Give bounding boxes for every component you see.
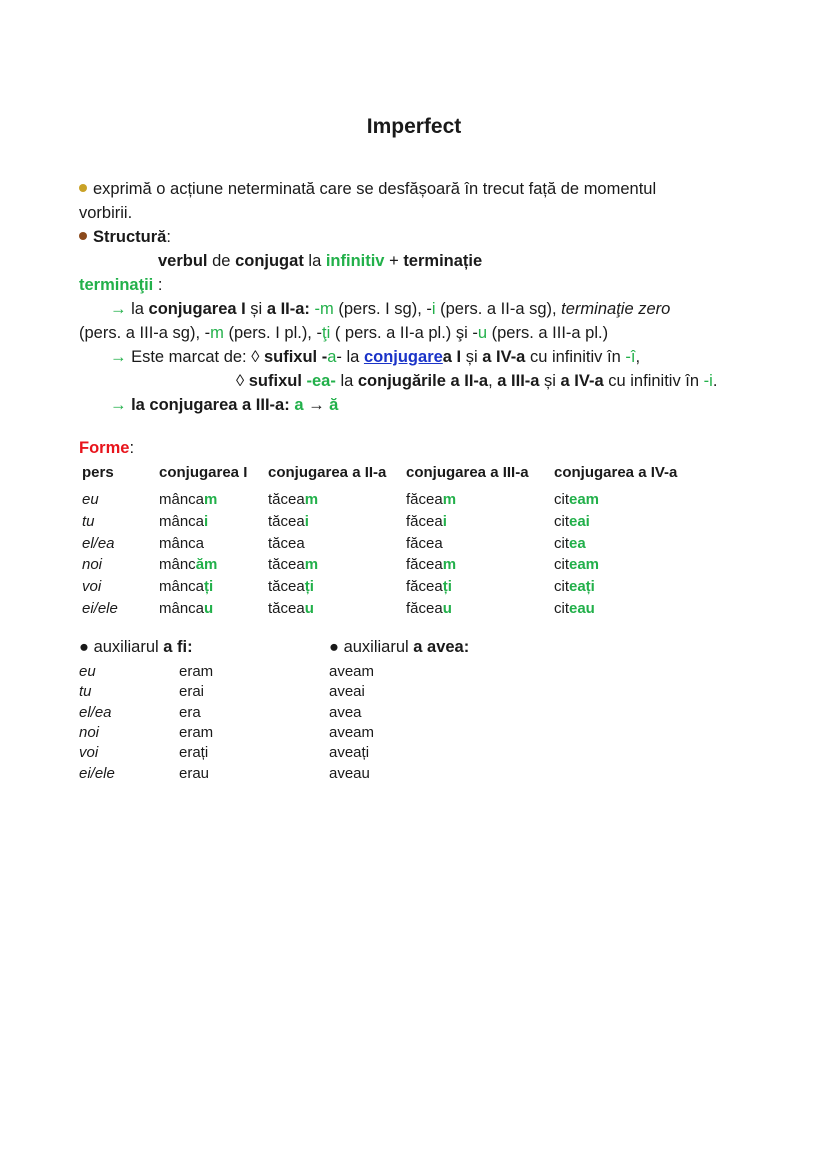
stem: tăcea <box>268 491 305 508</box>
bullet-icon: ● <box>79 638 94 656</box>
aux-avea-heading <box>329 638 469 657</box>
stem: mânc <box>159 556 196 574</box>
pers-cell: ei/ele <box>82 600 118 617</box>
form-cell <box>268 556 318 573</box>
form-cell <box>554 513 590 530</box>
form-cell <box>268 600 314 617</box>
text: la <box>335 372 358 390</box>
ending: ți <box>442 578 452 596</box>
stem: făcea <box>406 491 443 508</box>
text: cu infinitiv în <box>525 348 626 366</box>
intro-text: exprimă o acțiune neterminată care se desfășoară în trecut față de momentul <box>93 180 657 198</box>
fi-cell: erau <box>179 764 210 782</box>
stem: tăcea <box>268 556 305 574</box>
text: și <box>539 372 561 390</box>
ending: eam <box>569 556 600 574</box>
stem: cit <box>554 491 569 508</box>
form-cell <box>159 578 213 595</box>
form-cell <box>406 556 456 573</box>
form-cell <box>159 491 217 508</box>
pers-cell: ei/ele <box>79 764 115 782</box>
stem: tăcea <box>268 600 305 617</box>
rule-1-line-1 <box>110 300 670 319</box>
bullet-icon: ● <box>329 638 344 656</box>
ending: i <box>442 512 447 530</box>
rule-1-line-2 <box>79 324 608 343</box>
form-cell <box>406 513 447 530</box>
colon: : <box>166 228 171 246</box>
conjugare-link[interactable]: conjugare <box>363 348 443 366</box>
text: cu infinitiv în <box>603 372 704 390</box>
ending: eau <box>569 600 595 617</box>
text: a I <box>442 348 462 366</box>
text: ă <box>329 396 339 414</box>
stem: tăcea <box>268 578 305 596</box>
text: (pers. a II-a sg), <box>435 300 562 318</box>
formula-text: la <box>303 252 326 270</box>
text: a II-a: <box>266 300 310 318</box>
form-cell <box>268 578 314 595</box>
text: sufixul - <box>263 348 328 366</box>
text: conjugările a II-a <box>357 372 489 390</box>
arrow-right-icon: → <box>110 300 127 318</box>
text: și <box>245 300 267 318</box>
arrow-right-icon: → <box>110 396 127 414</box>
avea-cell: avea <box>329 703 362 721</box>
intro-line-1 <box>79 180 656 199</box>
text: (pers. I sg), - <box>333 300 432 318</box>
form-cell <box>406 491 456 508</box>
text: - la <box>336 348 364 366</box>
pers-cell: el/ea <box>82 534 115 552</box>
form-cell <box>268 513 309 530</box>
pers-cell: eu <box>82 491 99 508</box>
text: (pers. a III-a pl.) <box>487 324 609 342</box>
forms-label: Forme <box>79 439 130 457</box>
text: auxiliarul <box>93 638 164 656</box>
intro-line-2: vorbirii. <box>79 204 133 222</box>
pers-cell: voi <box>82 578 102 596</box>
text: a IV-a <box>560 372 604 390</box>
ending: i <box>304 512 309 530</box>
ending: ți <box>204 578 214 596</box>
fi-cell: erai <box>179 683 205 701</box>
rule-2-line-2 <box>236 372 717 391</box>
text: la <box>126 300 149 318</box>
stem: făcea <box>406 512 443 530</box>
formula-terminatie: terminație <box>403 252 483 270</box>
text: la conjugarea a III-a: <box>126 396 295 414</box>
structure-label: Structură <box>93 228 167 246</box>
ending: ți <box>304 578 314 596</box>
formula-plus: + <box>384 252 404 270</box>
form-cell <box>554 600 595 617</box>
avea-cell: aveam <box>329 723 375 741</box>
stem: mânca <box>159 600 205 617</box>
ending: u <box>477 324 488 342</box>
text: a avea: <box>413 638 470 656</box>
suffix: a <box>327 348 337 366</box>
text: a <box>294 396 304 414</box>
text: a III-a <box>497 372 540 390</box>
avea-cell: aveai <box>329 683 365 701</box>
header-conj-1: conjugarea I <box>159 464 248 481</box>
form-cell <box>554 491 599 508</box>
bullet-icon <box>79 232 87 240</box>
text: sufixul <box>248 372 307 390</box>
text: și <box>461 348 483 366</box>
page-title: Imperfect <box>366 115 462 138</box>
header-conj-4: conjugarea a IV-a <box>554 464 678 481</box>
text: a fi: <box>163 638 193 656</box>
form-cell <box>159 513 208 530</box>
formula-infinitiv: infinitiv <box>325 252 385 270</box>
text: (pers. a III-a sg), - <box>79 324 211 342</box>
text: a IV-a <box>482 348 526 366</box>
ending: m <box>304 491 319 508</box>
form-cell <box>159 535 204 552</box>
stem: făcea <box>406 578 443 596</box>
aux-fi-heading <box>79 638 193 657</box>
fi-cell: eram <box>179 723 214 741</box>
ending: m <box>204 491 218 508</box>
pers-cell: el/ea <box>79 703 112 721</box>
form-cell <box>406 535 443 552</box>
stem: făcea <box>406 534 443 552</box>
pers-cell: voi <box>79 744 99 762</box>
ending: i <box>431 300 436 318</box>
form-cell <box>406 578 452 595</box>
stem: tăcea <box>268 534 305 552</box>
stem: cit <box>554 556 569 574</box>
ending: eam <box>569 491 600 508</box>
form-cell <box>159 600 213 617</box>
stem: mânca <box>159 534 205 552</box>
colon: : <box>153 276 163 294</box>
arrow-right-icon: → <box>110 348 127 366</box>
ending: m <box>304 556 319 574</box>
stem: tăcea <box>268 512 305 530</box>
stem: făcea <box>406 556 443 574</box>
ending: m <box>210 324 224 342</box>
text: conjugarea I <box>148 300 246 318</box>
avea-cell: aveați <box>329 744 370 762</box>
formula-conjugat: conjugat <box>235 252 304 270</box>
avea-cell: aveam <box>329 663 375 680</box>
form-cell <box>554 556 599 573</box>
suffix: -i <box>703 372 713 390</box>
text: terminaţie zero <box>561 300 671 318</box>
ending: m <box>442 491 457 508</box>
formula-verb: verbul <box>158 252 208 270</box>
structure-formula <box>158 252 482 271</box>
bullet-icon <box>79 184 87 192</box>
ending: ţi <box>321 324 331 342</box>
text: , <box>635 348 641 366</box>
pers-cell: tu <box>82 512 95 530</box>
stem: făcea <box>406 600 443 617</box>
formula-text: de <box>207 252 236 270</box>
forms-heading <box>79 439 134 458</box>
form-cell <box>554 578 595 595</box>
fi-cell: erați <box>179 744 209 762</box>
header-conj-2: conjugarea a II-a <box>268 464 387 481</box>
text: → <box>303 396 330 414</box>
text: ( pers. a II-a pl.) şi - <box>330 324 478 342</box>
ending: eai <box>569 512 590 530</box>
text: . <box>712 372 718 390</box>
text: Este marcat de: ◊ <box>126 348 264 366</box>
stem: cit <box>554 578 569 596</box>
ending: eați <box>569 578 595 596</box>
ending: ea <box>569 534 586 552</box>
ending: u <box>304 600 314 617</box>
stem: cit <box>554 600 569 617</box>
suffix: -î <box>625 348 636 366</box>
avea-cell: aveau <box>329 764 370 782</box>
ending: u <box>204 600 214 617</box>
pers-cell: tu <box>79 683 92 701</box>
text: (pers. I pl.), - <box>223 324 322 342</box>
pers-cell: eu <box>79 663 96 680</box>
rule-3 <box>110 396 338 415</box>
fi-cell: eram <box>179 663 214 680</box>
endings-heading <box>79 276 162 295</box>
rule-2-line-1 <box>110 348 640 367</box>
ending: m <box>442 556 457 574</box>
stem: mânca <box>159 512 205 530</box>
colon: : <box>129 439 135 457</box>
form-cell <box>406 600 452 617</box>
pers-cell: noi <box>79 723 100 741</box>
text: , <box>488 372 498 390</box>
text: auxiliarul <box>343 638 414 656</box>
form-cell <box>159 556 217 573</box>
form-cell <box>268 491 318 508</box>
text: - <box>309 300 321 318</box>
stem: cit <box>554 534 569 552</box>
form-cell <box>268 535 305 552</box>
diamond-icon: ◊ <box>236 372 249 390</box>
endings-label: terminaţii <box>79 276 154 294</box>
ending: u <box>442 600 452 617</box>
ending: m <box>320 300 334 318</box>
pers-cell: noi <box>82 556 103 574</box>
structure-heading <box>79 228 171 247</box>
header-conj-3: conjugarea a III-a <box>406 464 529 481</box>
ending: ăm <box>195 556 218 574</box>
stem: cit <box>554 512 569 530</box>
ending: i <box>204 512 209 530</box>
form-cell <box>554 535 586 552</box>
fi-cell: era <box>179 703 201 721</box>
header-pers: pers <box>82 464 114 481</box>
stem: mânca <box>159 578 205 596</box>
suffix: -ea- <box>306 372 336 390</box>
stem: mânca <box>159 491 205 508</box>
